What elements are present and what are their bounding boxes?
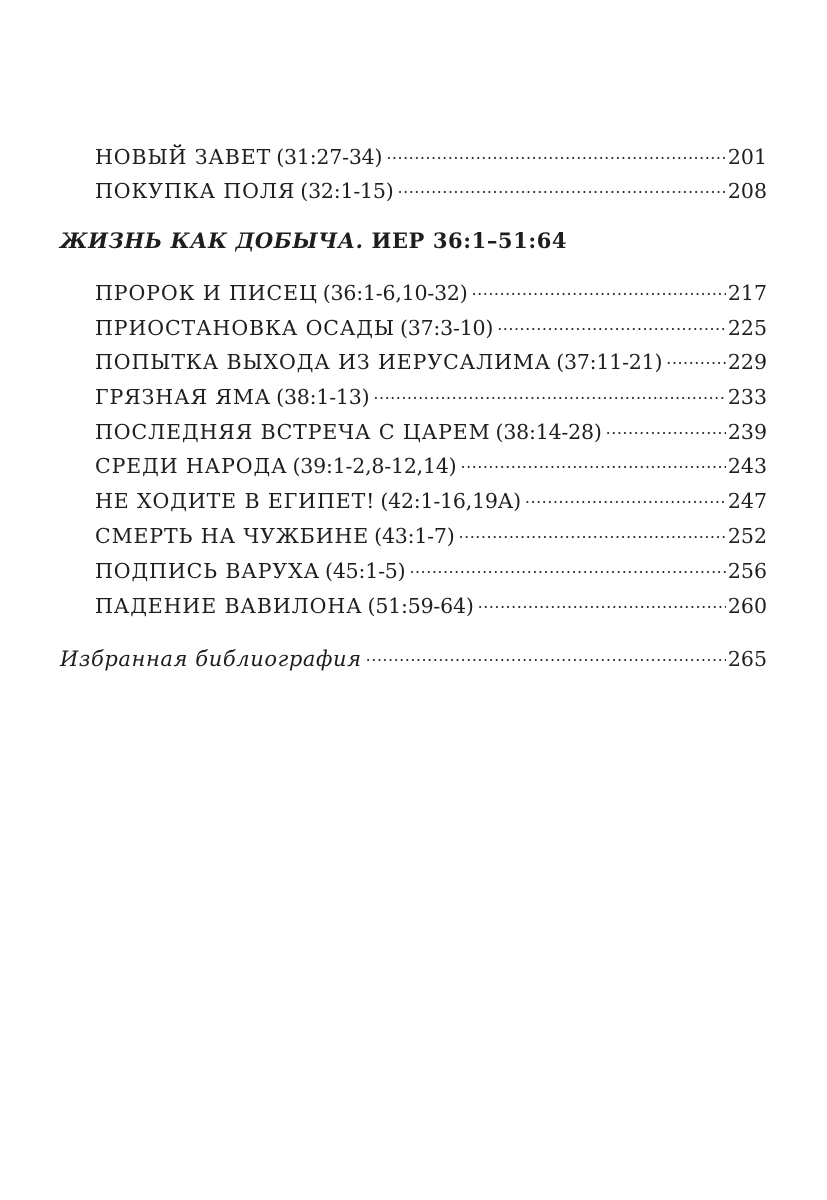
dot-leader bbox=[478, 592, 726, 613]
entry-title: НОВЫЙ ЗАВЕТ bbox=[95, 144, 272, 169]
dot-leader bbox=[666, 348, 726, 369]
entry-page-number: 239 bbox=[727, 419, 767, 444]
entry-reference: (37:3-10) bbox=[399, 315, 494, 340]
dot-leader bbox=[366, 645, 726, 666]
entry-reference: (38:1-13) bbox=[276, 384, 370, 409]
entry-title: ПОДПИСЬ ВАРУХА bbox=[95, 558, 321, 583]
entry-title: ПАДЕНИЕ ВАВИЛОНА bbox=[95, 593, 363, 618]
entry-title: НЕ ХОДИТЕ В ЕГИПЕТ! bbox=[95, 488, 376, 513]
toc-entry-bibliography[interactable] bbox=[60, 645, 767, 670]
toc-entry[interactable] bbox=[95, 383, 767, 407]
entry-reference: (42:1-16,19А) bbox=[380, 488, 521, 513]
entry-reference: (31:27-34) bbox=[276, 144, 383, 169]
dot-leader bbox=[606, 418, 726, 439]
toc-entry[interactable] bbox=[95, 143, 767, 167]
entry-page-number: 243 bbox=[727, 453, 767, 478]
dot-leader bbox=[373, 383, 725, 404]
toc-entry[interactable] bbox=[95, 314, 767, 338]
dot-leader bbox=[460, 452, 725, 473]
section-heading[interactable] bbox=[60, 228, 567, 253]
entry-reference: (32:1-15) bbox=[300, 178, 394, 203]
toc-entry[interactable] bbox=[95, 557, 767, 581]
dot-leader bbox=[459, 522, 726, 543]
entry-reference: (39:1-2,8-12,14) bbox=[292, 453, 457, 478]
entry-reference: (38:14-28) bbox=[495, 419, 602, 444]
entry-title: ПРИОСТАНОВКА ОСАДЫ bbox=[95, 315, 395, 340]
toc-entry[interactable] bbox=[95, 348, 767, 372]
entry-title: ПОСЛЕДНЯЯ ВСТРЕЧА С ЦАРЕМ bbox=[95, 419, 491, 444]
entry-reference: (37:11-21) bbox=[556, 349, 663, 374]
toc-entry[interactable] bbox=[95, 279, 767, 303]
dot-leader bbox=[472, 279, 726, 300]
entry-page-number: 252 bbox=[727, 523, 767, 548]
entry-page-number: 201 bbox=[727, 144, 767, 169]
entry-page-number: 217 bbox=[727, 280, 767, 305]
toc-entry[interactable] bbox=[95, 418, 767, 442]
toc-entry[interactable] bbox=[95, 522, 767, 546]
toc-entry[interactable] bbox=[95, 452, 767, 476]
dot-leader bbox=[497, 314, 726, 335]
toc-entry[interactable] bbox=[95, 487, 767, 511]
entry-page-number: 260 bbox=[727, 593, 767, 618]
entry-title: СРЕДИ НАРОДА bbox=[95, 453, 288, 478]
entry-reference: (45:1-5) bbox=[325, 558, 406, 583]
bibliography-title: Избранная библиография bbox=[60, 647, 362, 671]
entry-reference: (43:1-7) bbox=[374, 523, 455, 548]
dot-leader bbox=[409, 557, 725, 578]
entry-reference: (51:59-64) bbox=[367, 593, 474, 618]
dot-leader bbox=[386, 143, 726, 164]
entry-reference: (36:1-6,10-32) bbox=[322, 280, 468, 305]
toc-entry[interactable] bbox=[95, 592, 767, 616]
entry-title: ПОКУПКА ПОЛЯ bbox=[95, 178, 296, 203]
section-heading-part2: ИЕР 36:1–51:64 bbox=[371, 228, 568, 253]
entry-page-number: 208 bbox=[727, 178, 767, 203]
dot-leader bbox=[398, 177, 726, 198]
entry-page-number: 247 bbox=[727, 488, 767, 513]
entry-title: ПОПЫТКА ВЫХОДА ИЗ ИЕРУСАЛИМА bbox=[95, 349, 552, 374]
entry-title: ГРЯЗНАЯ ЯМА bbox=[95, 384, 272, 409]
dot-leader bbox=[525, 487, 726, 508]
section-heading-part1: ЖИЗНЬ КАК ДОБЫЧА. bbox=[60, 228, 364, 253]
entry-page-number: 225 bbox=[727, 315, 767, 340]
bibliography-page-number: 265 bbox=[727, 647, 767, 671]
entry-title: ПРОРОК И ПИСЕЦ bbox=[95, 280, 318, 305]
entry-page-number: 233 bbox=[727, 384, 767, 409]
entry-page-number: 229 bbox=[727, 349, 767, 374]
toc-entry[interactable] bbox=[95, 177, 767, 201]
entry-page-number: 256 bbox=[727, 558, 767, 583]
entry-title: СМЕРТЬ НА ЧУЖБИНЕ bbox=[95, 523, 370, 548]
